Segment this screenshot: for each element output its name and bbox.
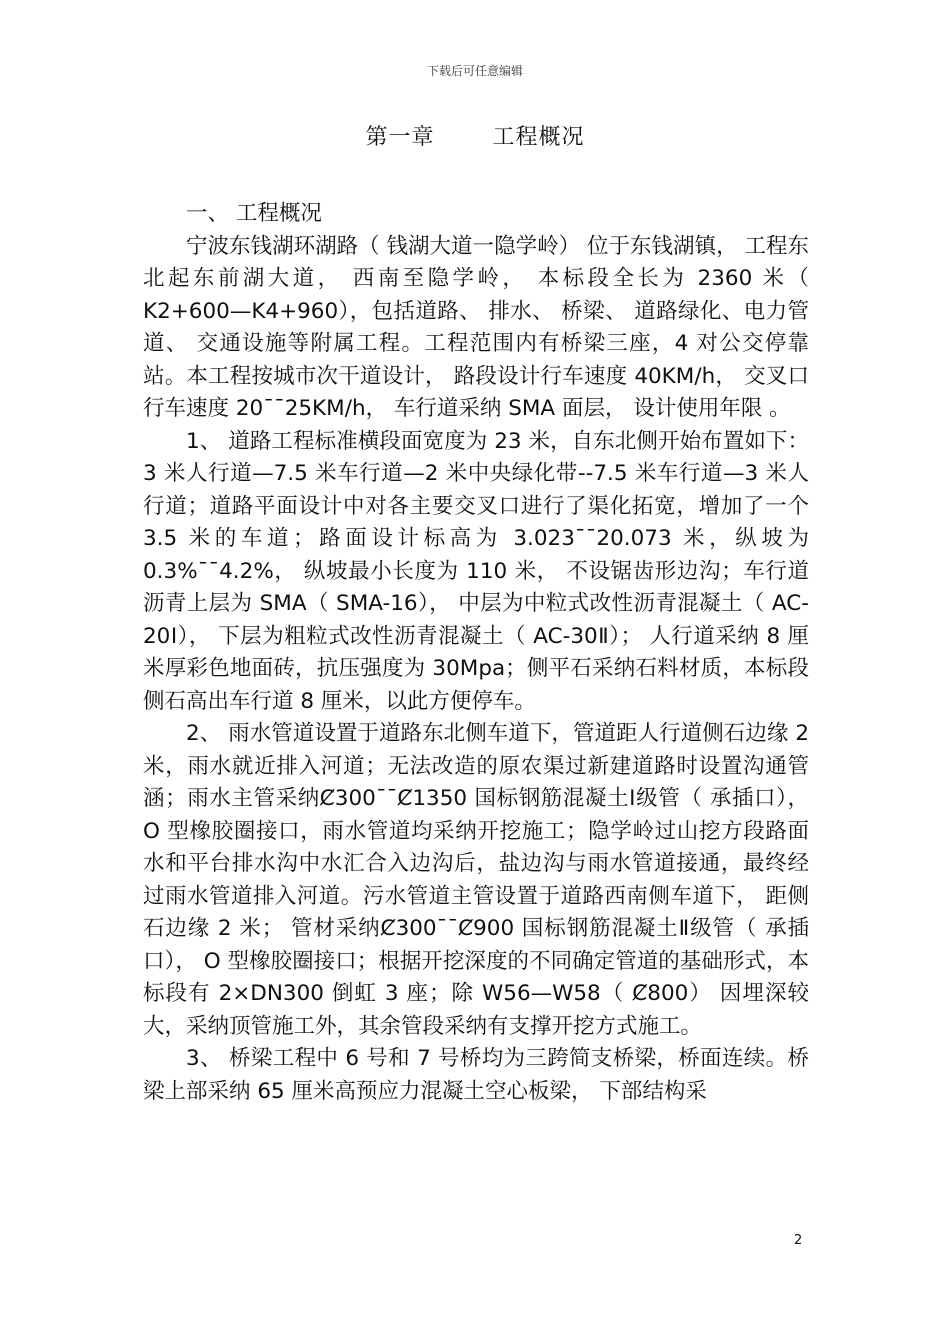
paragraph-road-engineering: 1、 道路工程标准横段面宽度为 23 米，自东北侧开始布置如下：3 米人行道—7.5 米车行道—2 米中央绿化带--7.5 米车行道—3 米人行道；道路平面设计中对各主要交叉口进行了渠化拓宽，增加了一个 3.5 米的车道；路面设计标高为 3.023¯¯20.073 米，纵坡为 0.3%¯¯4.2%， 纵坡最小长度为 110 米， 不设锯齿形边沟；车行道沥青上层为 SMA（ SMA-16）， 中层为中粒式改性沥青混凝土（ AC-20Ⅰ）， 下层为粗粒式改性沥青混凝土（ AC-30Ⅱ）； 人行道采纳 8 厘米厚彩色地面砖，抗压强度为 30Mpa；侧平石采纳石料材质，本标段侧石高出车行道 8 厘米，以此方便停车。 xyxy=(143,428,809,714)
chapter-title xyxy=(0,120,950,151)
chapter-name: 工程概况 xyxy=(492,125,585,150)
paragraph-drainage: 2、 雨水管道设置于道路东北侧车道下，管道距人行道侧石边缘 2 米，雨水就近排入河道；无法改造的原农渠过新建道路时设置沟通管涵；雨水主管采纳Ȼ300¯¯Ȼ1350 国标钢筋混凝土Ⅰ级管（ 承插口）， O 型橡胶圈接口，雨水管道均采纳开挖施工；隐学岭过山挖方段路面水和平台排水沟中水汇合入边沟后，盐边沟与雨水管道接通，最终经过雨水管道排入河道。污水管道主管设置于道路西南侧车道下， 距侧石边缘 2 米； 管材采纳Ȼ300¯¯Ȼ900 国标钢筋混凝土Ⅱ级管（ 承插口）， O 型橡胶圈接口；根据开挖深度的不同确定管道的基础形式，本标段有 2×DN300 倒虹 3 座；除 W56—W58（ Ȼ800） 因埋深较大，采纳顶管施工外，其余管段采纳有支撑开挖方式施工。 xyxy=(143,721,809,1039)
section-heading: 一、 工程概况 xyxy=(186,201,322,226)
paragraph-overview: 宁波东钱湖环湖路（ 钱湖大道一隐学岭） 位于东钱湖镇， 工程东北起东前湖大道， 西南至隐学岭， 本标段全长为 2360 米（ K2+600—K4+960），包括道路、 排水、 桥梁、 道路绿化、电力管道、 交通设施等附属工程。工程范围内有桥梁三座，4 对公交停靠站。本工程按城市次干道设计， 路段设计行车速度 40KM/h， 交叉口行车速度 20¯¯25KM/h， 车行道采纳 SMA 面层， 设计使用年限 。 xyxy=(143,233,809,421)
page-number: 2 xyxy=(794,1233,803,1248)
chapter-number: 第一章 xyxy=(365,125,435,150)
document-body xyxy=(143,198,809,1108)
page-header-note: 下载后可任意编辑 xyxy=(426,64,523,78)
paragraph-bridge: 3、 桥梁工程中 6 号和 7 号桥均为三跨简支桥梁，桥面连续。桥梁上部采纳 65 厘米高预应力混凝土空心板梁， 下部结构采 xyxy=(143,1046,809,1104)
